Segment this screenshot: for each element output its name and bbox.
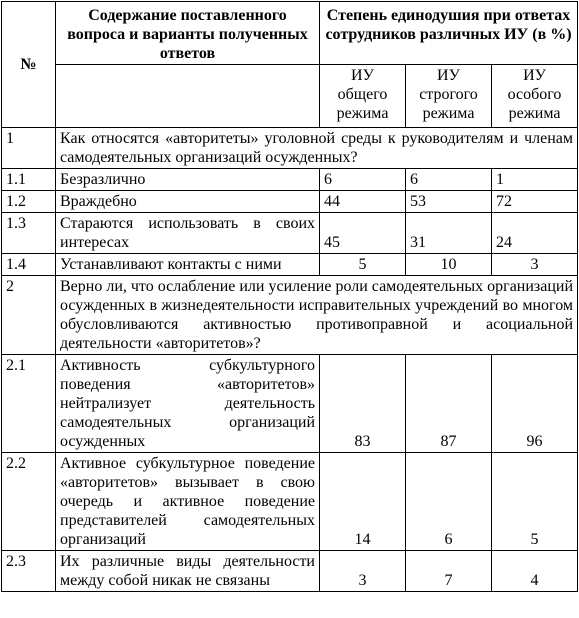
value-special: 5 — [492, 453, 578, 551]
row-number: 1.2 — [2, 191, 56, 213]
value-strict: 6 — [406, 169, 492, 191]
value-special: 96 — [492, 355, 578, 453]
survey-table — [1, 1, 578, 592]
row-number: 1.4 — [2, 254, 56, 276]
value-general: 83 — [320, 355, 406, 453]
subheader-special-regime: ИУ особого режима — [492, 65, 578, 128]
table-row — [2, 453, 578, 551]
answer-text: Стараются использовать в своих интересах — [56, 213, 320, 254]
value-special: 4 — [492, 551, 578, 592]
value-special: 24 — [492, 213, 578, 254]
answer-text: Враждебно — [56, 191, 320, 213]
value-general: 5 — [320, 254, 406, 276]
header-degree: Степень единодушия при ответах сотрудников различных ИУ (в %) — [320, 2, 578, 65]
value-strict: 10 — [406, 254, 492, 276]
value-strict: 6 — [406, 453, 492, 551]
answer-text: Устанавливают контакты с ними — [56, 254, 320, 276]
value-general: 6 — [320, 169, 406, 191]
value-strict: 31 — [406, 213, 492, 254]
value-general: 44 — [320, 191, 406, 213]
answer-text: Безразлично — [56, 169, 320, 191]
value-strict: 87 — [406, 355, 492, 453]
answer-text: Их различные виды деятельности между собой никак не связаны — [56, 551, 320, 592]
table-row — [2, 213, 578, 254]
table-row — [2, 355, 578, 453]
value-special: 72 — [492, 191, 578, 213]
value-general: 3 — [320, 551, 406, 592]
table-row — [2, 276, 578, 355]
table-row — [2, 169, 578, 191]
row-number: 2.2 — [2, 453, 56, 551]
header-number: № — [2, 2, 56, 128]
table-row — [2, 551, 578, 592]
value-special: 1 — [492, 169, 578, 191]
table-row — [2, 254, 578, 276]
table-row — [2, 191, 578, 213]
value-general: 45 — [320, 213, 406, 254]
subheader-strict-regime: ИУ строгого режима — [406, 65, 492, 128]
value-special: 3 — [492, 254, 578, 276]
row-number: 2 — [2, 276, 56, 355]
value-strict: 7 — [406, 551, 492, 592]
question-text: Верно ли, что ослабление или усиление роли самодеятельных организаций осужденных в жизнедеятельности исправительных учреждений во многом обусловливаются активностью противоправной и асоциальной деятельности «авторитетов»? — [56, 276, 578, 355]
answer-text: Активность субкультурного поведения «авторитетов» нейтрализует деятельность самодеятельных организаций осужденных — [56, 355, 320, 453]
row-number: 1.3 — [2, 213, 56, 254]
header-row — [2, 2, 578, 65]
answer-text: Активное субкультурное поведение «авторитетов» вызывает в свою очередь и активное поведение представителей самодеятельных организаций — [56, 453, 320, 551]
value-strict: 53 — [406, 191, 492, 213]
subheader-row — [2, 65, 578, 128]
row-number: 1 — [2, 128, 56, 169]
header-question-empty — [56, 65, 320, 128]
question-text: Как относятся «авторитеты» уголовной среды к руководителям и членам самодеятельных организаций осужденных? — [56, 128, 578, 169]
subheader-general-regime: ИУ общего режима — [320, 65, 406, 128]
row-number: 1.1 — [2, 169, 56, 191]
row-number: 2.3 — [2, 551, 56, 592]
value-general: 14 — [320, 453, 406, 551]
table-row — [2, 128, 578, 169]
header-question: Содержание поставленного вопроса и варианты полученных ответов — [56, 2, 320, 65]
row-number: 2.1 — [2, 355, 56, 453]
